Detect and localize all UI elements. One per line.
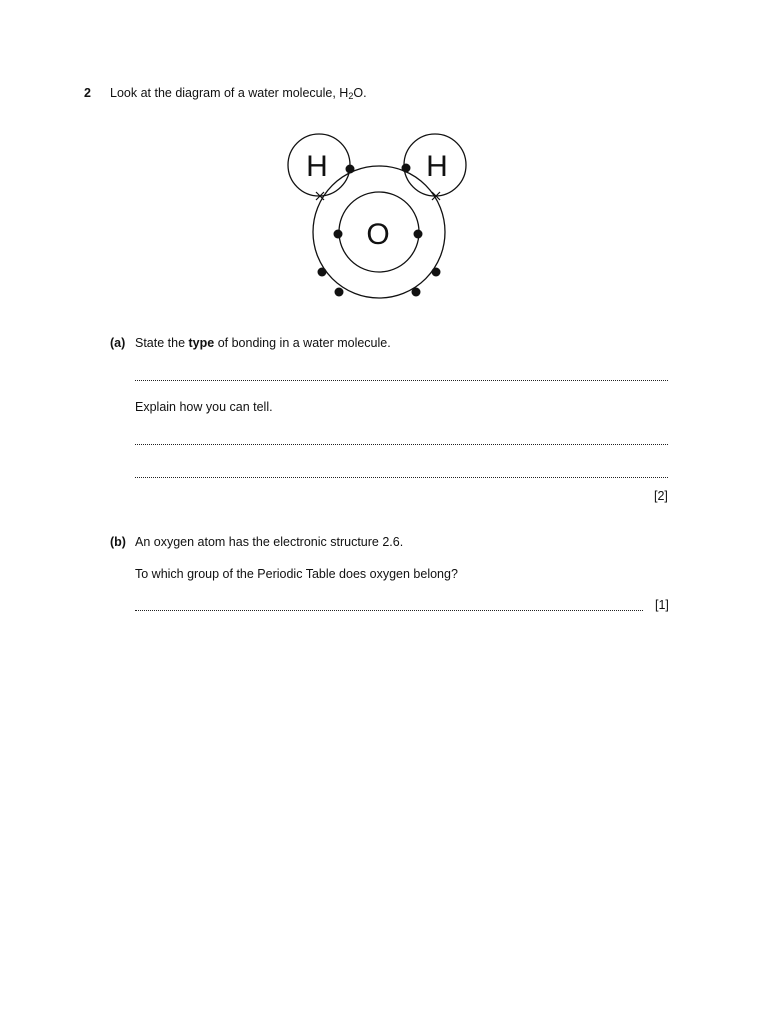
answer-line-b1[interactable]: [135, 610, 643, 611]
part-b-question: To which group of the Periodic Table does oxygen belong?: [135, 567, 458, 581]
electron-dot: [318, 268, 327, 277]
part-a-question: [135, 336, 391, 350]
part-a-marks: [2]: [654, 489, 668, 503]
part-b-marks: [1]: [655, 598, 669, 612]
formula-subscript: 2: [348, 91, 354, 101]
electron-dot: [334, 230, 343, 239]
electron-dot: [335, 288, 344, 297]
electron-dot: [402, 164, 411, 173]
electron-dot: [414, 230, 423, 239]
part-a-explain: Explain how you can tell.: [135, 400, 273, 414]
question-text: [110, 86, 367, 100]
question-number: 2: [84, 86, 91, 100]
question-text-end: O.: [353, 86, 367, 100]
water-molecule-diagram: [280, 128, 470, 308]
part-a-text-end: of bonding in a water molecule.: [214, 336, 391, 350]
answer-line-a3[interactable]: [135, 477, 668, 478]
oxygen-symbol: O: [366, 218, 390, 251]
electron-dot: [412, 288, 421, 297]
part-a-label: (a): [110, 336, 126, 350]
answer-line-a1[interactable]: [135, 380, 668, 381]
hydrogen-left-symbol: H: [306, 150, 328, 183]
hydrogen-right-symbol: H: [426, 150, 448, 183]
answer-line-a2[interactable]: [135, 444, 668, 445]
question-text-main: Look at the diagram of a water molecule, H: [110, 86, 349, 100]
part-b-statement: An oxygen atom has the electronic structure 2.6.: [135, 535, 404, 549]
part-a-keyword: type: [188, 336, 215, 350]
electron-dot: [432, 268, 441, 277]
part-a-text-start: State the: [135, 336, 189, 350]
electron-dot: [346, 165, 355, 174]
part-b-label: (b): [110, 535, 126, 549]
